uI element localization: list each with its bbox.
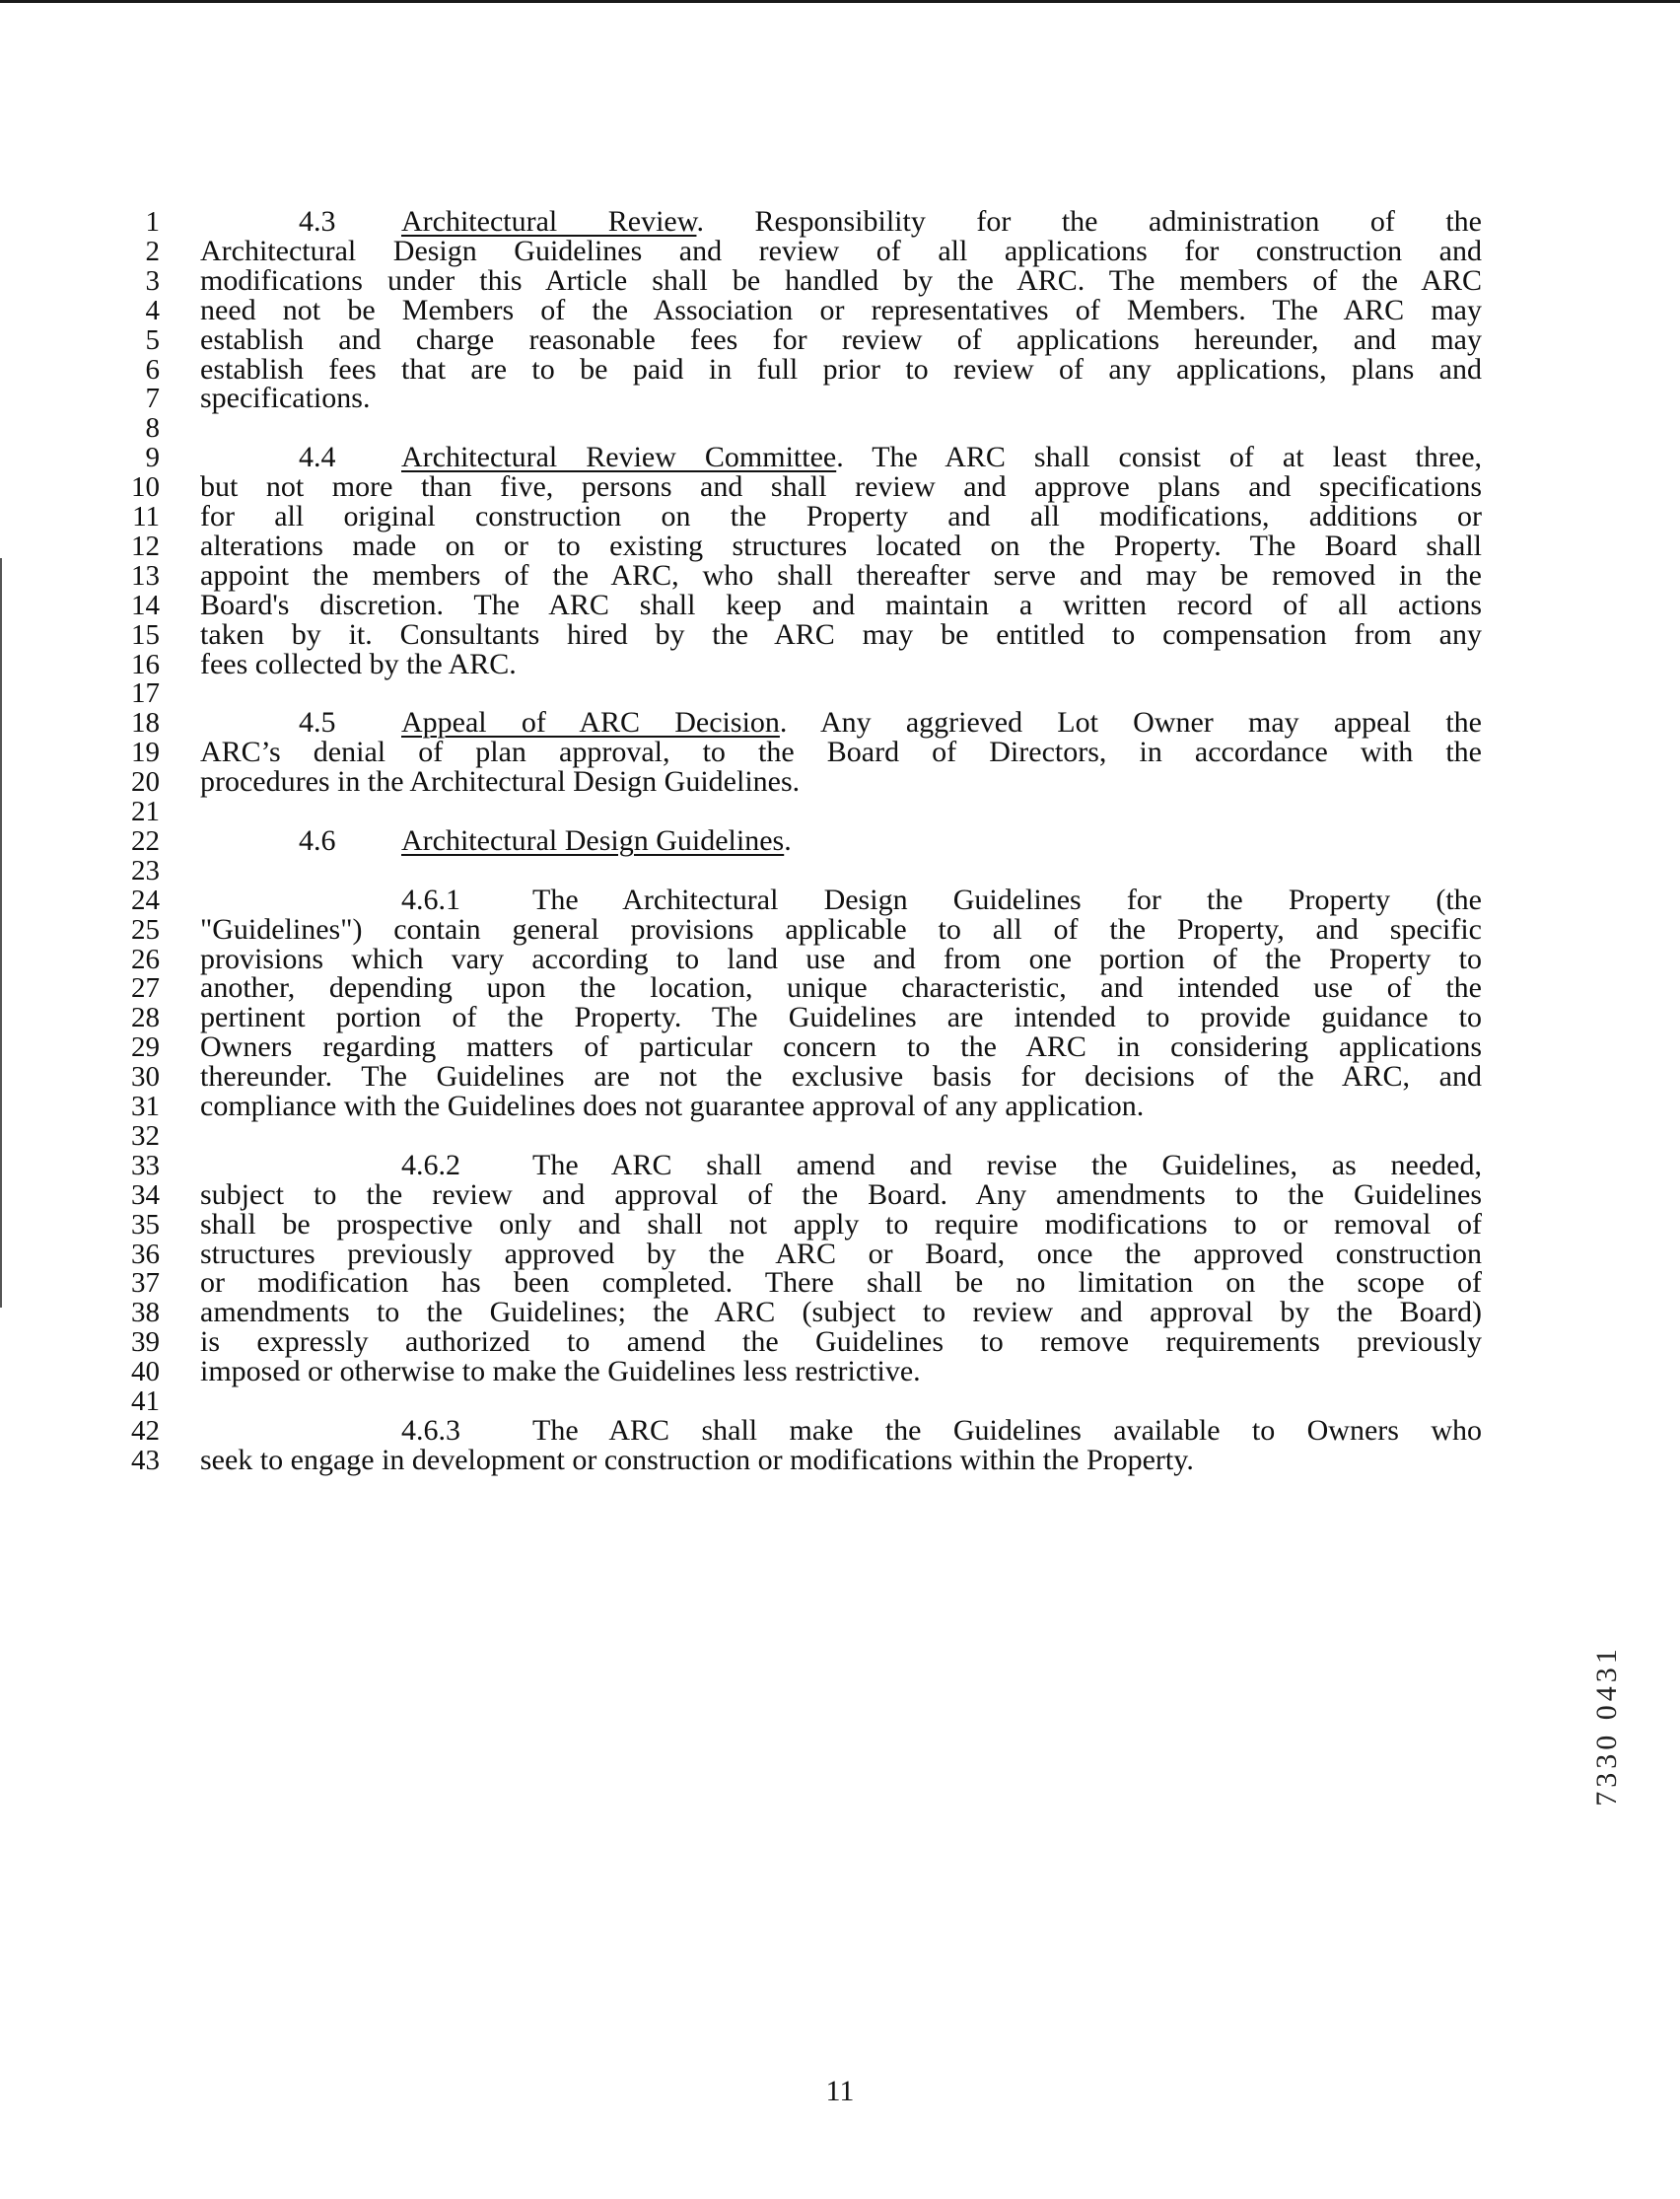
line-text: but not more than five, persons and shall review and approve plans and specifications (200, 470, 1482, 503)
line-number: 5 (145, 324, 160, 356)
line-number: 15 (131, 619, 160, 651)
section-text: . (784, 824, 792, 857)
line-number: 28 (131, 1002, 160, 1033)
line-number: 24 (131, 885, 160, 916)
line-number: 12 (131, 531, 160, 562)
line-text: procedures in the Architectural Design Guidelines. (200, 765, 801, 798)
section-heading: Architectural Review (401, 205, 697, 238)
section-text: The ARC shall amend and revise the Guidelines, as needed, (532, 1149, 1482, 1181)
section-number: 4.4 (299, 441, 336, 473)
line-number: 23 (131, 855, 160, 887)
section-heading: Architectural Review Committee (401, 441, 837, 473)
section-number: 4.6 (299, 824, 336, 857)
line-text: imposed or otherwise to make the Guidelines less restrictive. (200, 1355, 921, 1387)
line-number: 41 (131, 1385, 160, 1417)
line-text: amendments to the Guidelines; the ARC (subject to review and approval by the Board) (200, 1296, 1482, 1328)
line-number: 13 (131, 560, 160, 592)
line-text: shall be prospective only and shall not apply to require modifications to or removal of (200, 1208, 1482, 1241)
line-text: for all original construction on the Property and all modifications, additions or (200, 500, 1482, 532)
line-number: 43 (131, 1445, 160, 1476)
section-text: The Architectural Design Guidelines for the Property (the (532, 884, 1482, 916)
line-number: 31 (131, 1091, 160, 1122)
line-number: 32 (131, 1120, 160, 1152)
line-number: 29 (131, 1031, 160, 1063)
line-number: 6 (145, 354, 160, 386)
line-number: 42 (131, 1415, 160, 1447)
line-number: 3 (145, 265, 160, 297)
line-text: thereunder. The Guidelines are not the exclusive basis for decisions of the ARC, and (200, 1060, 1482, 1093)
document-line (0, 1440, 1680, 1481)
section-number: 4.5 (299, 706, 336, 739)
line-text: compliance with the Guidelines does not guarantee approval of any application. (200, 1090, 1145, 1122)
line-text: taken by it. Consultants hired by the ARC may be entitled to compensation from any (200, 618, 1482, 651)
line-text: structures previously approved by the ARC or Board, once the approved construction (200, 1238, 1482, 1270)
line-number: 39 (131, 1326, 160, 1358)
section-text: . Responsibility for the administration of the (696, 205, 1482, 238)
line-text: establish fees that are to be paid in full prior to review of any applications, plans and (200, 353, 1482, 386)
section-number: 4.3 (299, 205, 336, 238)
line-number: 9 (145, 442, 160, 473)
line-text: alterations made on or to existing structures located on the Property. The Board shall (200, 530, 1482, 562)
line-number: 35 (131, 1209, 160, 1241)
line-text: ARC’s denial of plan approval, to the Board of Directors, in accordance with the (200, 736, 1482, 768)
line-text: Owners regarding matters of particular concern to the ARC in considering applications (200, 1030, 1482, 1063)
line-text: modifications under this Article shall be handled by the ARC. The members of the ARC (200, 264, 1482, 297)
line-text: appoint the members of the ARC, who shall thereafter serve and may be removed in the (200, 559, 1482, 592)
line-number: 1 (145, 206, 160, 238)
line-text: "Guidelines") contain general provisions applicable to all of the Property, and specific (200, 913, 1482, 946)
line-number: 38 (131, 1297, 160, 1328)
line-number: 40 (131, 1356, 160, 1387)
subsection-number: 4.6.1 (401, 884, 460, 916)
line-number: 17 (131, 677, 160, 709)
line-text: fees collected by the ARC. (200, 648, 517, 680)
line-number: 14 (131, 590, 160, 621)
line-number: 16 (131, 649, 160, 680)
line-text: provisions which vary according to land use and from one portion of the Property to (200, 943, 1482, 975)
line-number: 22 (131, 825, 160, 857)
line-number: 37 (131, 1267, 160, 1299)
line-text: subject to the review and approval of the Board. Any amendments to the Guidelines (200, 1178, 1482, 1211)
line-text: is expressly authorized to amend the Guidelines to remove requirements previously (200, 1325, 1482, 1358)
line-number: 20 (131, 766, 160, 798)
line-number: 10 (131, 471, 160, 503)
line-text: specifications. (200, 382, 371, 414)
line-number: 19 (131, 737, 160, 768)
line-number: 27 (131, 972, 160, 1004)
line-text: pertinent portion of the Property. The Guidelines are intended to provide guidance to (200, 1001, 1482, 1033)
line-text: need not be Members of the Association or representatives of Members. The ARC may (200, 294, 1482, 326)
line-number: 4 (145, 295, 160, 326)
section-text: The ARC shall make the Guidelines available to Owners who (532, 1414, 1482, 1447)
subsection-number: 4.6.3 (401, 1414, 460, 1447)
line-number: 8 (145, 412, 160, 444)
section-text: . The ARC shall consist of at least three, (836, 441, 1482, 473)
section-heading: Appeal of ARC Decision (401, 706, 780, 739)
line-number: 7 (145, 383, 160, 414)
line-text: or modification has been completed. There shall be no limitation on the scope of (200, 1266, 1482, 1299)
line-text: another, depending upon the location, unique characteristic, and intended use of the (200, 971, 1482, 1004)
line-number: 34 (131, 1179, 160, 1211)
recording-stamp: 7330 0431 (1590, 1645, 1623, 1807)
line-text: Board's discretion. The ARC shall keep and maintain a written record of all actions (200, 589, 1482, 621)
line-number: 33 (131, 1150, 160, 1181)
line-number: 2 (145, 236, 160, 267)
line-text: establish and charge reasonable fees for review of applications hereunder, and may (200, 323, 1482, 356)
line-number: 36 (131, 1239, 160, 1270)
line-text: Architectural Design Guidelines and review of all applications for construction and (200, 235, 1482, 267)
section-text: . Any aggrieved Lot Owner may appeal the (779, 706, 1482, 739)
line-number: 18 (131, 707, 160, 739)
line-number: 26 (131, 944, 160, 975)
line-number: 21 (131, 796, 160, 827)
line-number: 11 (132, 501, 160, 532)
line-number: 30 (131, 1061, 160, 1093)
page-number: 11 (825, 2075, 855, 2107)
subsection-number: 4.6.2 (401, 1149, 460, 1181)
line-text: seek to engage in development or construction or modifications within the Property. (200, 1444, 1194, 1476)
line-number: 25 (131, 914, 160, 946)
section-heading: Architectural Design Guidelines (401, 824, 785, 857)
